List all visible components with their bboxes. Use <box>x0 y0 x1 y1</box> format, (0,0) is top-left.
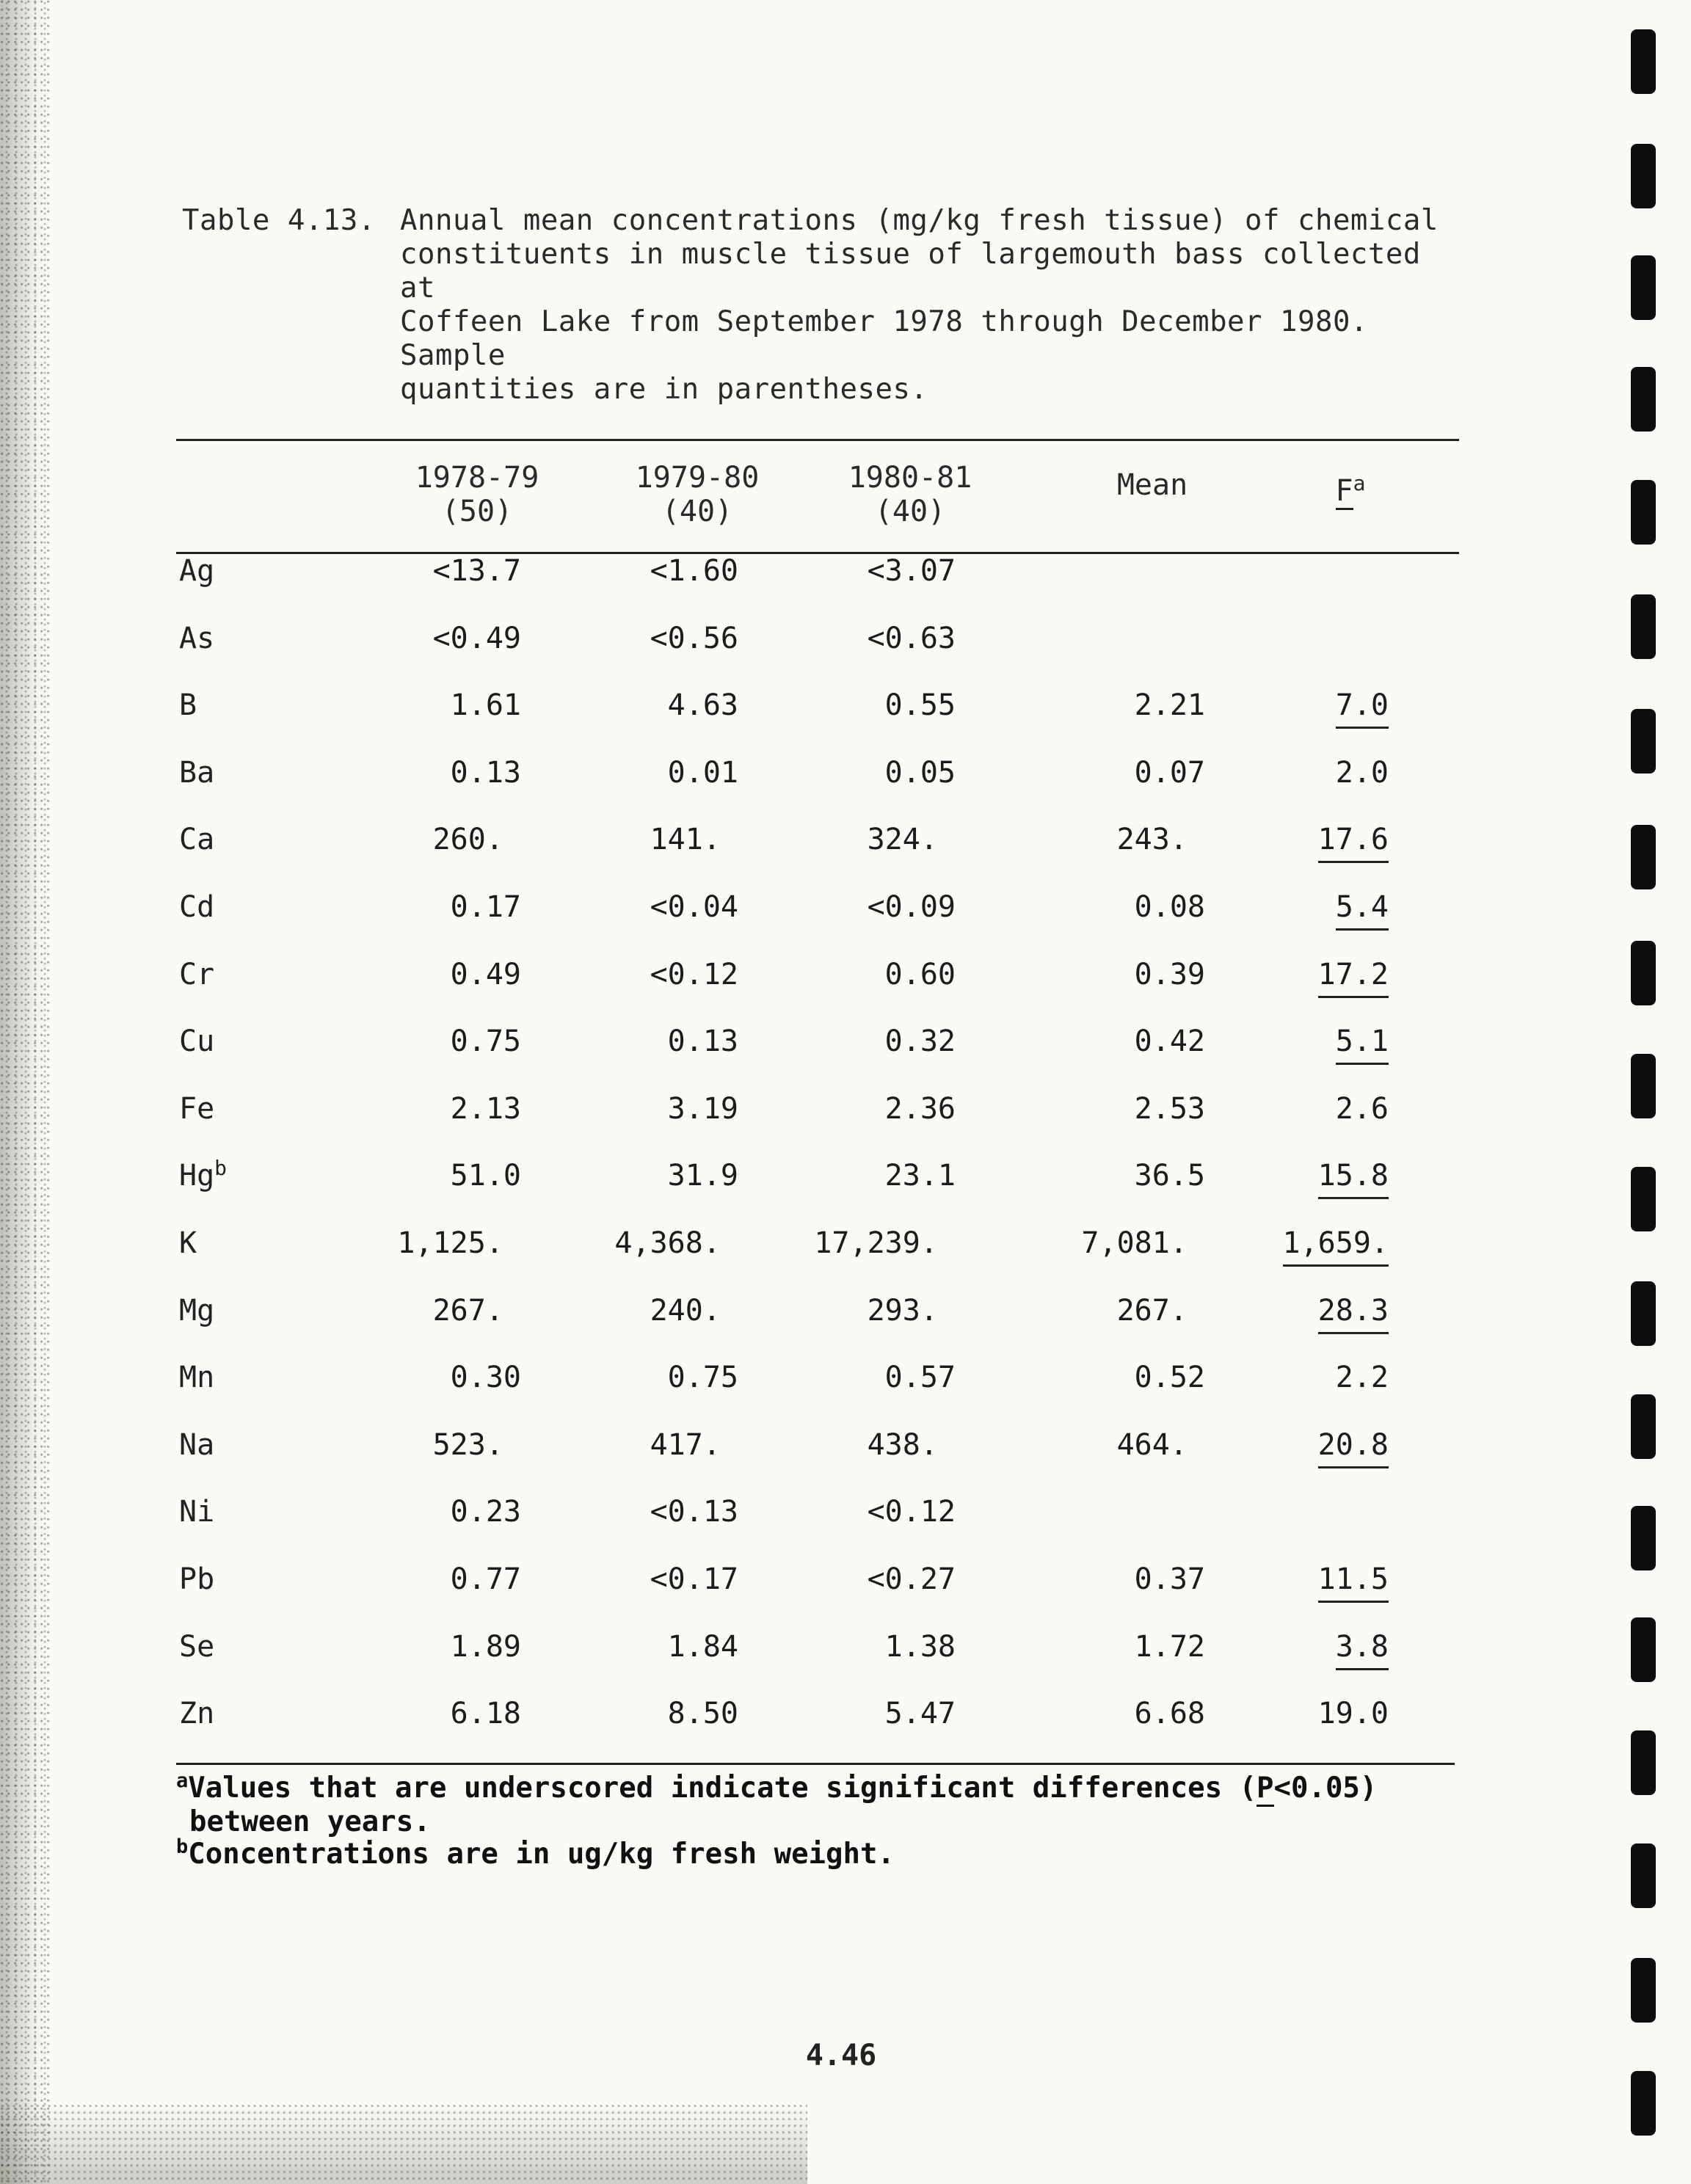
value-f: 28.3 <box>1248 1293 1389 1328</box>
value-1978-79: 0.49 <box>450 957 521 991</box>
value-1979-80: <0.04 <box>650 890 738 924</box>
binding-hole <box>1631 1506 1656 1570</box>
table-row <box>0 1024 1468 1068</box>
value-mean: 464. <box>1116 1427 1205 1462</box>
value-f: 2.6 <box>1335 1091 1389 1126</box>
element-symbol: Cu <box>179 1024 215 1059</box>
table-row <box>0 1427 1468 1471</box>
value-1980-81: <0.12 <box>867 1495 956 1529</box>
value-1979-80: 0.13 <box>667 1024 738 1059</box>
value-1980-81: 2.36 <box>884 1091 956 1126</box>
table-label: Table 4.13. <box>182 204 376 237</box>
value-1980-81: 1.38 <box>884 1629 956 1664</box>
binding-hole <box>1631 709 1656 774</box>
table-row <box>0 688 1468 732</box>
element-symbol: As <box>179 621 215 655</box>
value-1980-81: <0.27 <box>867 1562 956 1596</box>
binding-hole <box>1631 480 1656 545</box>
value-1980-81: <0.09 <box>867 890 956 924</box>
element-symbol: Mg <box>179 1293 215 1328</box>
value-1979-80: <0.13 <box>650 1495 738 1529</box>
value-1980-81: 0.57 <box>884 1361 956 1395</box>
binding-hole <box>1631 1394 1656 1459</box>
value-1980-81: 0.60 <box>884 957 956 991</box>
value-1979-80: 0.01 <box>667 755 738 790</box>
value-1979-80: <0.17 <box>650 1562 738 1596</box>
value-mean: 2.21 <box>1134 688 1205 723</box>
value-1979-80: 8.50 <box>667 1697 738 1731</box>
value-1979-80: 417. <box>650 1427 738 1462</box>
binding-hole <box>1631 594 1656 659</box>
value-f: 17.6 <box>1248 822 1389 857</box>
header-1979-80: 1979-80 (40) <box>635 461 760 528</box>
table-row <box>0 1158 1468 1202</box>
binding-hole <box>1631 825 1656 889</box>
value-mean: 0.37 <box>1134 1562 1205 1596</box>
value-1979-80: 141. <box>650 823 738 857</box>
value-f: 19.0 <box>1317 1697 1389 1731</box>
value-f: 7.0 <box>1248 688 1389 723</box>
table-row <box>0 957 1468 1001</box>
table-row <box>0 889 1468 933</box>
binding-hole <box>1631 1281 1656 1346</box>
value-1978-79: 0.13 <box>450 755 521 790</box>
table-bottom-rule <box>176 1763 1455 1765</box>
value-1978-79: 260. <box>432 823 521 857</box>
value-1980-81: 0.55 <box>884 688 956 723</box>
value-1978-79: 51.0 <box>450 1159 521 1193</box>
element-symbol: Na <box>179 1427 215 1462</box>
element-symbol: Ni <box>179 1495 215 1529</box>
element-symbol: Ba <box>179 755 215 790</box>
table-row <box>0 1696 1468 1740</box>
element-symbol: Cr <box>179 957 215 991</box>
value-f: 15.8 <box>1248 1158 1389 1193</box>
value-1978-79: 6.18 <box>450 1697 521 1731</box>
value-1978-79: 0.77 <box>450 1562 521 1596</box>
binding-hole <box>1631 1730 1656 1795</box>
binding-hole <box>1631 29 1656 94</box>
value-1979-80: 240. <box>650 1293 738 1328</box>
value-1978-79: 0.75 <box>450 1024 521 1059</box>
value-1978-79: 2.13 <box>450 1091 521 1126</box>
value-1978-79: 1,125. <box>397 1226 521 1260</box>
table-row <box>0 1494 1468 1538</box>
table-row <box>0 553 1468 597</box>
value-1978-79: <13.7 <box>432 554 521 588</box>
table-row <box>0 1293 1468 1337</box>
element-symbol: B <box>179 688 197 723</box>
header-1978-79: 1978-79 (50) <box>415 461 539 528</box>
binding-hole <box>1631 144 1656 208</box>
value-1978-79: 0.30 <box>450 1361 521 1395</box>
table-caption-text: Annual mean concentrations (mg/kg fresh tissue) of chemical constituents in muscle tissue of largemouth bass collected at Coffeen Lake from September 1978 through December 1980. Sample quantities are in parentheses. <box>400 204 1439 406</box>
page-number: 4.46 <box>805 2039 877 2072</box>
header-1980-81: 1980-81 (40) <box>848 461 972 528</box>
value-mean: 1.72 <box>1134 1629 1205 1664</box>
binding-hole <box>1631 367 1656 432</box>
binding-hole <box>1631 941 1656 1005</box>
header-f: $F^a$ <box>1306 467 1394 508</box>
value-f: 2.2 <box>1335 1361 1389 1395</box>
value-1979-80: <0.56 <box>650 621 738 655</box>
element-symbol: Pb <box>179 1562 215 1596</box>
value-1978-79: 267. <box>432 1293 521 1328</box>
value-1980-81: 293. <box>867 1293 956 1328</box>
value-mean: 0.07 <box>1134 755 1205 790</box>
scan-edge-bottom <box>0 2103 807 2184</box>
element-symbol: K <box>179 1226 197 1260</box>
value-1979-80: 0.75 <box>667 1361 738 1395</box>
value-1980-81: <3.07 <box>867 554 956 588</box>
value-1979-80: 3.19 <box>667 1091 738 1126</box>
table-row <box>0 822 1468 866</box>
value-f: 2.0 <box>1335 755 1389 790</box>
value-mean: 7,081. <box>1081 1226 1205 1260</box>
value-1980-81: 438. <box>867 1427 956 1462</box>
binding-hole <box>1631 1054 1656 1118</box>
value-f: 11.5 <box>1248 1562 1389 1597</box>
element-symbol: Hg$^b$ <box>179 1156 228 1193</box>
value-1979-80: 4.63 <box>667 688 738 723</box>
table-row <box>0 1091 1468 1135</box>
table-row <box>0 1629 1468 1673</box>
header-mean: Mean <box>1116 468 1188 502</box>
binding-strip <box>1631 0 1662 2184</box>
value-1978-79: 0.17 <box>450 890 521 924</box>
value-1978-79: 1.61 <box>450 688 521 723</box>
value-1980-81: 23.1 <box>884 1159 956 1193</box>
value-1979-80: 1.84 <box>667 1629 738 1664</box>
value-1978-79: 1.89 <box>450 1629 521 1664</box>
element-symbol: Fe <box>179 1091 215 1126</box>
value-f: 5.1 <box>1248 1024 1389 1059</box>
value-f: 1,659. <box>1248 1226 1389 1261</box>
value-1979-80: <0.12 <box>650 957 738 991</box>
table-row <box>0 755 1468 799</box>
value-mean: 0.08 <box>1134 890 1205 924</box>
value-1980-81: 0.05 <box>884 755 956 790</box>
value-mean: 6.68 <box>1134 1697 1205 1731</box>
value-mean: 267. <box>1116 1293 1205 1328</box>
element-symbol: Cd <box>179 890 215 924</box>
element-symbol: Ca <box>179 823 215 857</box>
value-1979-80: 31.9 <box>667 1159 738 1193</box>
value-mean: 0.52 <box>1134 1361 1205 1395</box>
element-symbol: Ag <box>179 554 215 588</box>
value-mean: 0.39 <box>1134 957 1205 991</box>
value-mean: 243. <box>1116 823 1205 857</box>
value-1979-80: <1.60 <box>650 554 738 588</box>
value-f: 5.4 <box>1248 889 1389 925</box>
binding-hole <box>1631 1958 1656 2023</box>
value-mean: 2.53 <box>1134 1091 1205 1126</box>
element-symbol: Mn <box>179 1361 215 1395</box>
value-1980-81: 0.32 <box>884 1024 956 1059</box>
value-mean: 0.42 <box>1134 1024 1205 1059</box>
value-1979-80: 4,368. <box>614 1226 738 1260</box>
value-1980-81: 17,239. <box>814 1226 956 1260</box>
footnote-b: $^b$Concentrations are in ug/kg fresh weight. <box>176 1835 895 1871</box>
value-1980-81: <0.63 <box>867 621 956 655</box>
value-f: 3.8 <box>1248 1629 1389 1664</box>
value-f: 17.2 <box>1248 957 1389 992</box>
table-row <box>0 1562 1468 1606</box>
table-row <box>0 621 1468 665</box>
value-f: 20.8 <box>1248 1427 1389 1463</box>
value-1978-79: <0.49 <box>432 621 521 655</box>
footnote-a: $^a$Values that are underscored indicate significant differences (P<0.05) between years. <box>176 1769 1378 1838</box>
value-mean: 36.5 <box>1134 1159 1205 1193</box>
table-row <box>0 1226 1468 1270</box>
binding-hole <box>1631 255 1656 320</box>
value-1980-81: 324. <box>867 823 956 857</box>
table-row <box>0 1360 1468 1404</box>
binding-hole <box>1631 1843 1656 1908</box>
value-1978-79: 523. <box>432 1427 521 1462</box>
binding-hole <box>1631 1167 1656 1231</box>
binding-hole <box>1631 1617 1656 1682</box>
table-top-rule <box>176 439 1459 441</box>
binding-hole <box>1631 2071 1656 2136</box>
value-1980-81: 5.47 <box>884 1697 956 1731</box>
element-symbol: Zn <box>179 1697 215 1731</box>
value-1978-79: 0.23 <box>450 1495 521 1529</box>
element-symbol: Se <box>179 1629 215 1664</box>
